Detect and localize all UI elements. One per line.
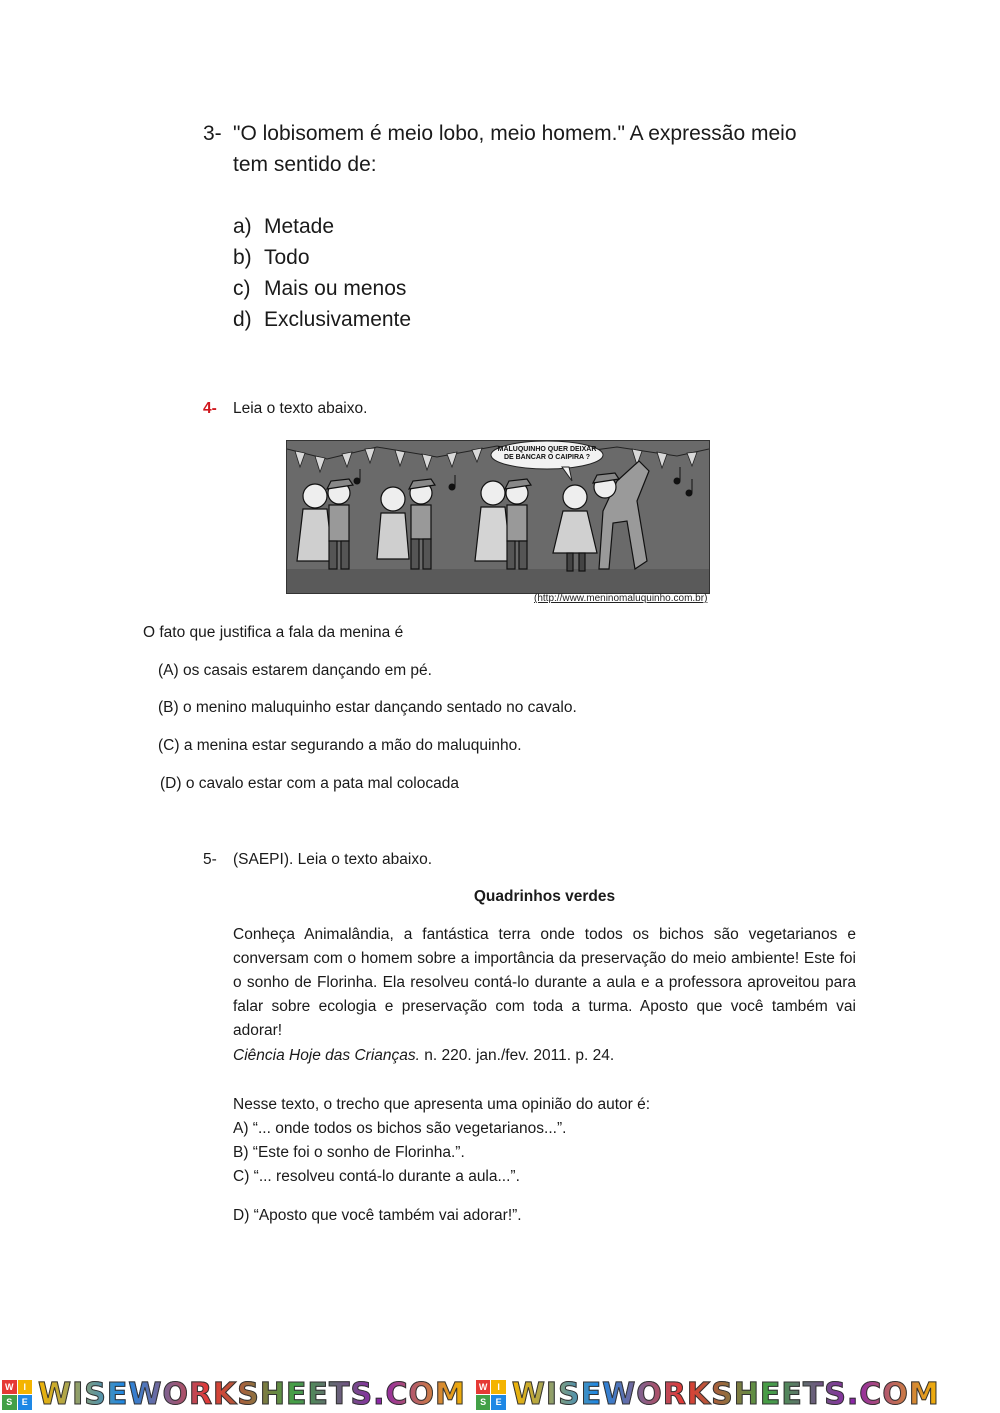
option-text: Exclusivamente	[264, 308, 412, 331]
q5-source-details: n. 220. jan./fev. 2011. p. 24.	[419, 1047, 615, 1064]
q3-stem-line1: "O lobisomem é meio lobo, meio homem." A expressão meio	[233, 122, 797, 145]
q5-question: Nesse texto, o trecho que apresenta uma opinião do autor é:	[233, 1096, 651, 1113]
option-text: Metade	[264, 215, 335, 238]
comic-strip-image	[286, 440, 710, 594]
logo-letter: S	[476, 1395, 491, 1410]
logo-letter: I	[18, 1380, 33, 1395]
watermark-text: WISEWORKSHEETS.COM	[511, 1377, 940, 1412]
q3-option-d[interactable]	[233, 304, 412, 335]
comic-illustration	[287, 441, 709, 593]
option-letter: d)	[233, 308, 252, 331]
option-text: Mais ou menos	[264, 277, 407, 300]
q5-option-d[interactable]: D) “Aposto que você também vai adorar!”.	[233, 1207, 522, 1224]
q3-option-c[interactable]	[233, 273, 407, 304]
logo-letter: W	[476, 1380, 491, 1395]
q3-option-a[interactable]	[233, 211, 335, 242]
option-text: Todo	[264, 246, 310, 269]
wiseworksheets-logo-icon	[2, 1380, 32, 1410]
q3-number: 3-	[203, 122, 222, 145]
comic-source-link[interactable]: (http://www.meninomaluquinho.com.br)	[534, 593, 708, 604]
comic-speech-text: MALUQUINHO QUER DEIXAR DE BANCAR O CAIPIRA ?	[497, 446, 597, 461]
logo-letter: E	[18, 1395, 33, 1410]
q5-option-c[interactable]: C) “... resolveu contá-lo durante a aula...”.	[233, 1168, 520, 1185]
logo-letter: E	[491, 1395, 506, 1410]
q4-option-a[interactable]: (A) os casais estarem dançando em pé.	[158, 662, 432, 679]
q5-option-a[interactable]: A) “... onde todos os bichos são vegetarianos...”.	[233, 1120, 567, 1137]
option-letter: a)	[233, 215, 252, 238]
q4-option-b[interactable]: (B) o menino maluquinho estar dançando sentado no cavalo.	[158, 699, 577, 716]
logo-letter: I	[491, 1380, 506, 1395]
wiseworksheets-logo-icon	[476, 1380, 506, 1410]
q4-number: 4-	[203, 400, 217, 417]
q5-instruction: (SAEPI). Leia o texto abaixo.	[233, 851, 433, 868]
q4-option-c[interactable]: (C) a menina estar segurando a mão do maluquinho.	[158, 737, 522, 754]
q4-option-d[interactable]: (D) o cavalo estar com a pata mal colocada	[160, 775, 459, 792]
logo-letter: W	[2, 1380, 17, 1395]
q5-text-title: Quadrinhos verdes	[473, 888, 616, 905]
logo-letter: S	[2, 1395, 17, 1410]
option-letter: c)	[233, 277, 251, 300]
footer-watermark	[0, 1376, 1000, 1413]
q3-stem-line2: tem sentido de:	[233, 153, 377, 176]
q5-source	[233, 1044, 614, 1068]
q5-source-title: Ciência Hoje das Crianças.	[233, 1047, 420, 1064]
watermark-text: WISEWORKSHEETS.COM	[38, 1377, 466, 1412]
q3-option-b[interactable]	[233, 242, 310, 273]
option-letter: b)	[233, 246, 252, 269]
q4-instruction: Leia o texto abaixo.	[233, 400, 368, 417]
q5-number: 5-	[203, 851, 217, 868]
q5-option-b[interactable]: B) “Este foi o sonho de Florinha.”.	[233, 1144, 465, 1161]
q5-paragraph: Conheça Animalândia, a fantástica terra onde todos os bichos são vegetarianos e conversam com o homem sobre a importância da preservação do meio ambiente! Este foi o sonho de Florinha. Ela resolveu contá-lo durante a aula e a professora aproveitou para falar sobre ecologia e preservação com toda a turma. Aposto que você também vai adorar!	[233, 926, 856, 1039]
q4-question: O fato que justifica a fala da menina é	[143, 624, 404, 641]
